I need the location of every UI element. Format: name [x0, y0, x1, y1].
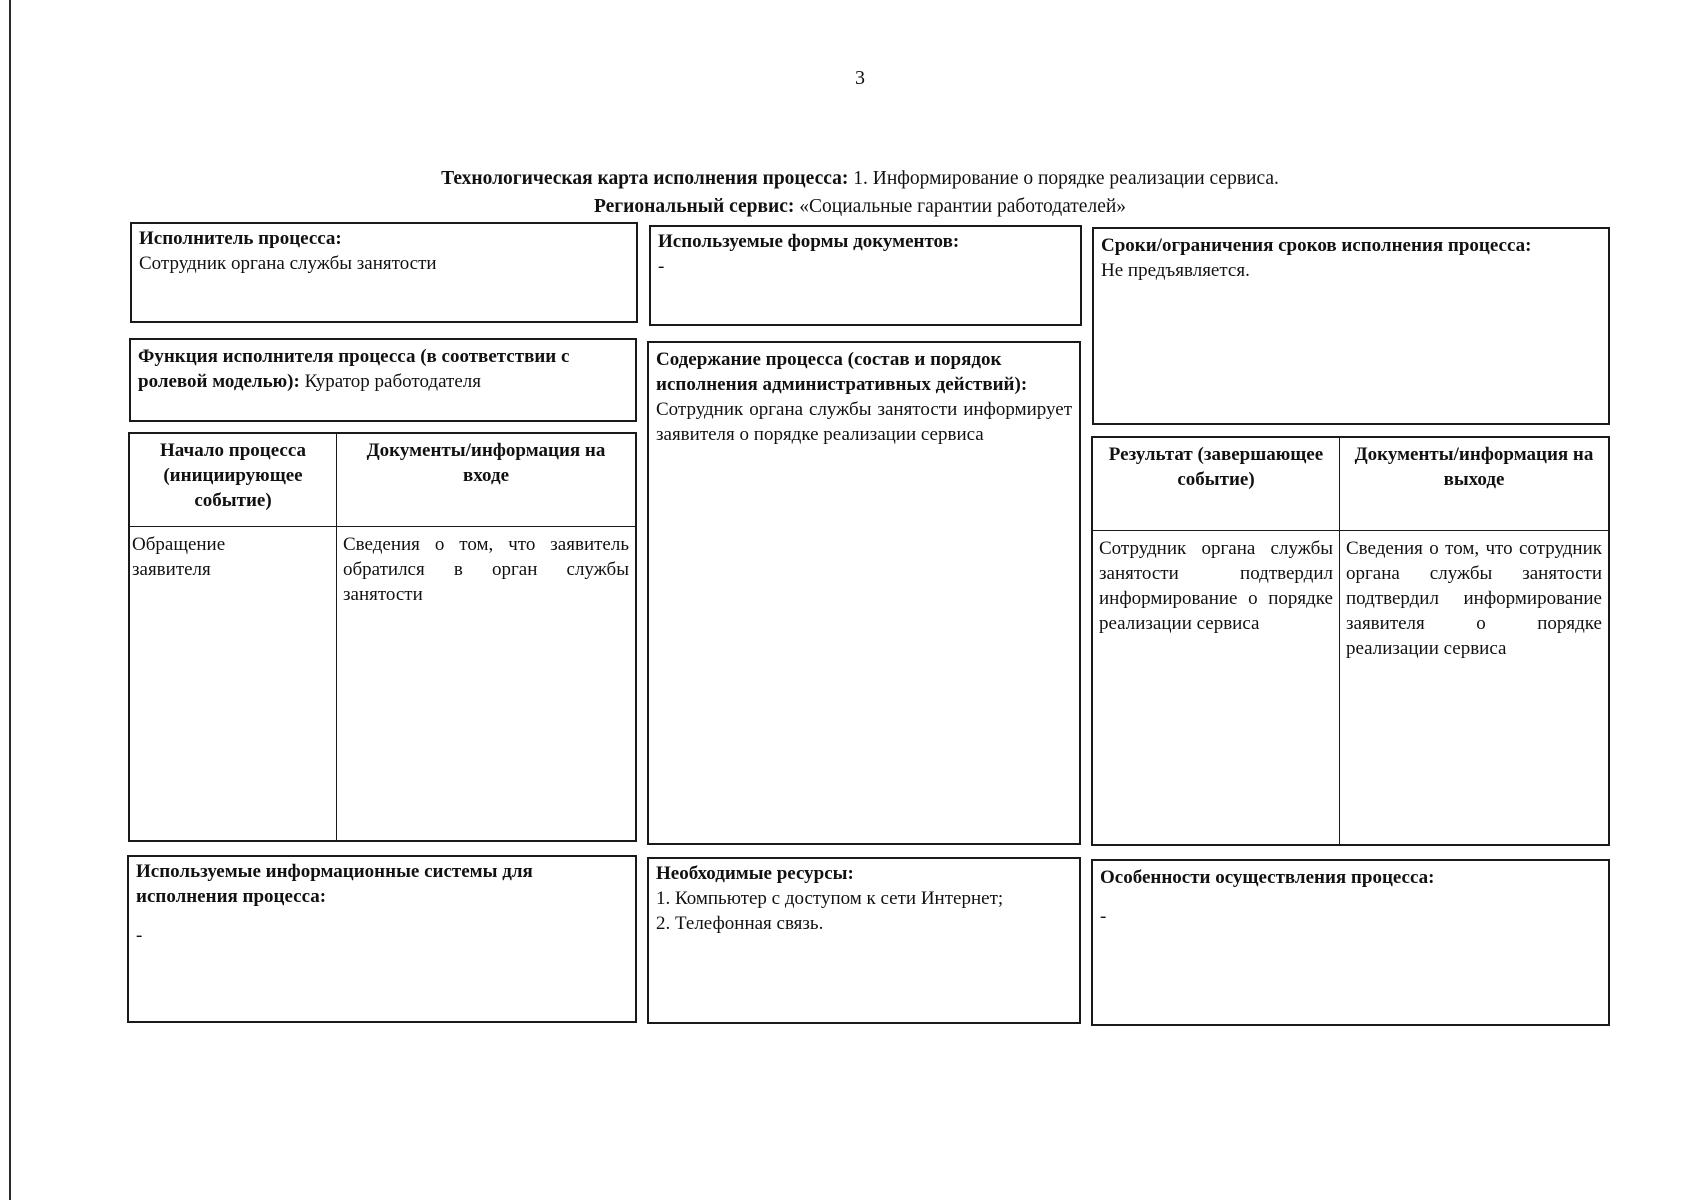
start-event-value: Обращение заявителя: [132, 534, 226, 580]
executor-value: Сотрудник органа службы занятости: [139, 253, 437, 274]
function-value: Куратор работодателя: [299, 371, 481, 392]
info-systems-box: [127, 855, 637, 1023]
executor-label: Исполнитель процесса:: [139, 228, 342, 249]
executor-box: [130, 222, 638, 323]
process-title-label: Технологическая карта исполнения процесса:: [441, 168, 849, 189]
content-value: Сотрудник органа службы занятости информирует заявителя о порядке реализации сервиса: [656, 399, 1072, 445]
start-event-header: Начало процесса (инициирующее событие): [159, 440, 307, 511]
resources-box: [647, 857, 1081, 1024]
process-title-value: 1. Информирование о порядке реализации сервиса.: [848, 168, 1279, 189]
resource-item-2: 2. Телефонная связь.: [656, 913, 824, 934]
input-docs-header: Документы/информация на входе: [366, 440, 606, 486]
content-label: Содержание процесса (состав и порядок исполнения административных действий):: [656, 349, 1028, 395]
output-docs-value: Сведения о том, что сотрудник органа службы занятости подтвердил информирование заявителя о порядке реализации сервиса: [1346, 538, 1602, 659]
features-label: Особенности осуществления процесса:: [1100, 867, 1435, 888]
page-number: 3: [855, 67, 865, 89]
start-table: [128, 432, 637, 842]
service-title: [0, 194, 1696, 219]
deadlines-value: Не предъявляется.: [1101, 260, 1250, 281]
info-systems-label: Используемые информационные системы для исполнения процесса:: [136, 861, 533, 907]
resource-item-1: 1. Компьютер с доступом к сети Интернет;: [656, 888, 1004, 909]
forms-box: [649, 225, 1082, 326]
result-event-value: Сотрудник органа службы занятости подтвердил информирование о порядке реализации сервиса: [1099, 538, 1333, 634]
result-table-header-rule: [1093, 530, 1608, 531]
features-value: -: [1100, 906, 1107, 927]
service-title-value: «Социальные гарантии работодателей»: [794, 196, 1127, 217]
info-systems-value: -: [136, 925, 143, 946]
features-box: [1091, 859, 1610, 1026]
process-title: [0, 166, 1696, 191]
service-title-label: Региональный сервис:: [593, 196, 795, 217]
forms-value: -: [658, 256, 665, 277]
forms-label: Используемые формы документов:: [658, 231, 960, 252]
result-event-header: Результат (завершающее событие): [1108, 444, 1324, 490]
input-docs-value: Сведения о том, что заявитель обратился в орган службы занятости: [343, 534, 629, 605]
resources-label: Необходимые ресурсы:: [656, 863, 854, 884]
function-box: [129, 338, 637, 422]
result-table: [1091, 436, 1610, 846]
content-box: [647, 341, 1081, 845]
deadlines-label: Сроки/ограничения сроков исполнения процесса:: [1101, 235, 1532, 256]
output-docs-header: Документы/информация на выходе: [1354, 444, 1594, 490]
deadlines-box: [1092, 227, 1610, 425]
start-table-header-rule: [130, 526, 635, 527]
function-label: Функция исполнителя процесса (в соответствии с ролевой моделью):: [138, 346, 570, 392]
